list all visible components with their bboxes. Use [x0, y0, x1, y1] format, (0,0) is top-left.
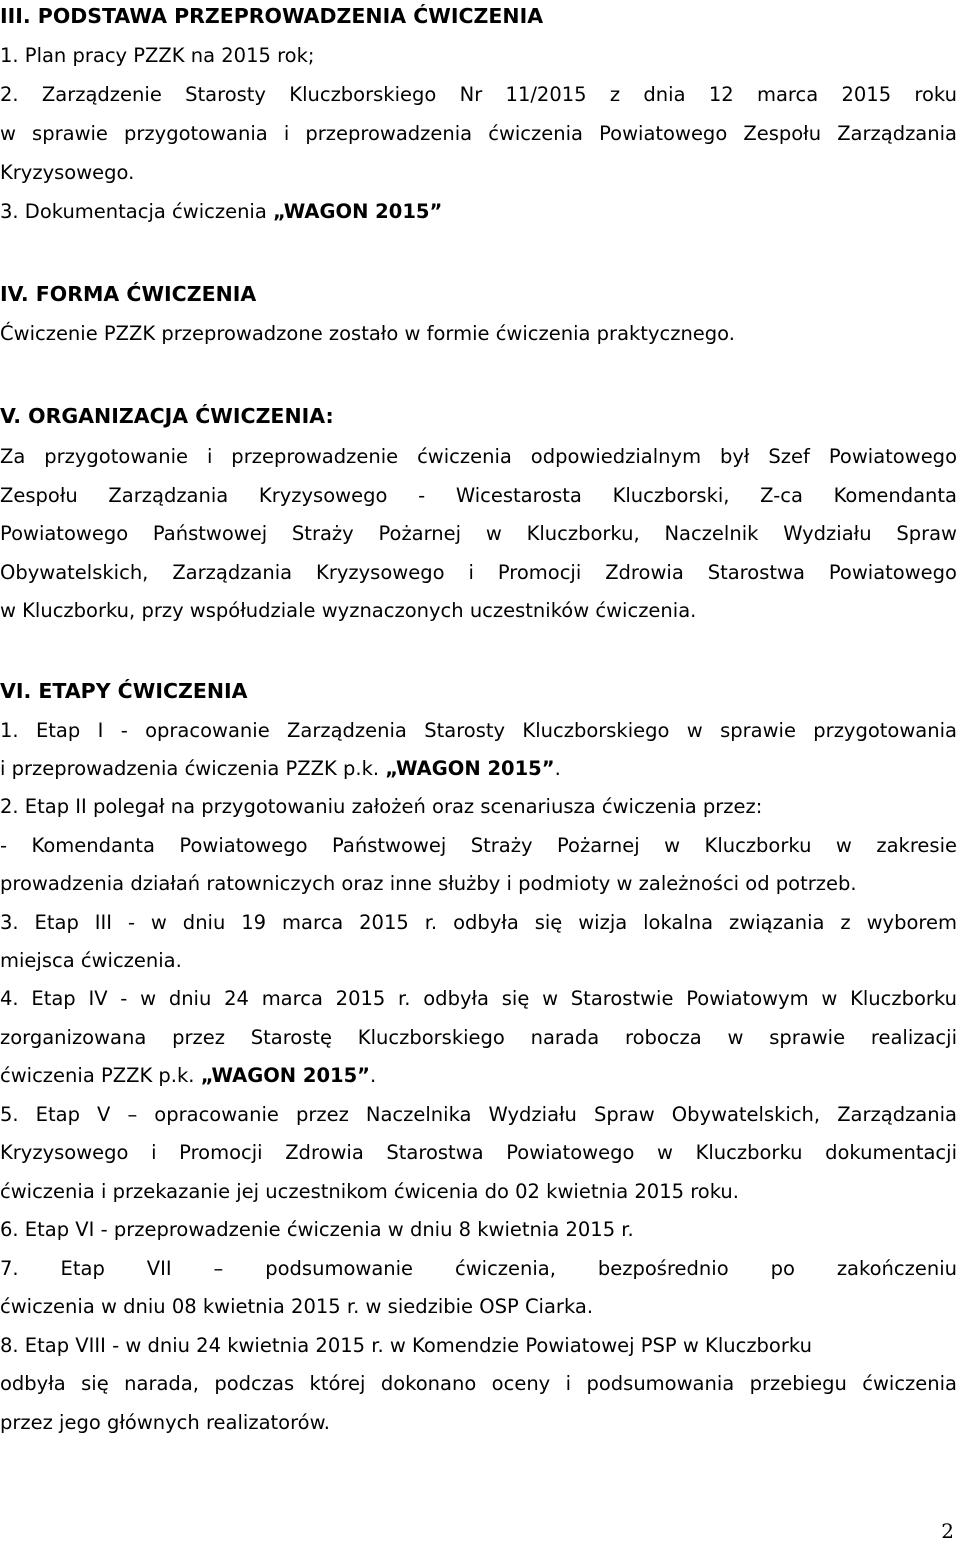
- stage-5-line1: 5. Etap V – opracowanie przez Naczelnika Wydziału Spraw Obywatelskich, Zarządzania: [0, 1103, 957, 1126]
- stage-7-line2: ćwiczenia w dniu 08 kwietnia 2015 r. w siedzibie OSP Ciarka.: [0, 1295, 594, 1318]
- stage-8-line2: odbyła się narada, podczas której dokonano oceny i podsumowania przebiegu ćwiczenia: [0, 1372, 957, 1395]
- stage-3-line2: miejsca ćwiczenia.: [0, 949, 182, 972]
- stage-1-line1: 1. Etap I - opracowanie Zarządzenia Starosty Kluczborskiego w sprawie przygotowania: [0, 719, 957, 742]
- list-item-zarzadzenie-line3: Kryzysowego.: [0, 161, 135, 184]
- stage-4-line1: 4. Etap IV - w dniu 24 marca 2015 r. odbyła się w Starostwie Powiatowym w Kluczborku: [0, 987, 957, 1010]
- stage-6-line1: 6. Etap VI - przeprowadzenie ćwiczenia w dniu 8 kwietnia 2015 r.: [0, 1218, 634, 1241]
- paragraph-organizacja-line1: Za przygotowanie i przeprowadzenie ćwiczenia odpowiedzialnym był Szef Powiatowego: [0, 445, 957, 468]
- list-item-zarzadzenie-line1: 2. Zarządzenie Starosty Kluczborskiego Nr 11/2015 z dnia 12 marca 2015 roku: [0, 83, 957, 106]
- stage-5-line2: Kryzysowego i Promocji Zdrowia Starostwa Powiatowego w Kluczborku dokumentacji: [0, 1141, 957, 1164]
- paragraph-organizacja-line5: w Kluczborku, przy współudziale wyznaczonych uczestników ćwiczenia.: [0, 599, 697, 622]
- section-heading-forma: IV. FORMA ĆWICZENIA: [0, 282, 257, 306]
- stage-4-line3: [0, 1064, 957, 1088]
- stage-3-line1: 3. Etap III - w dniu 19 marca 2015 r. odbyła się wizja lokalna związania z wyborem: [0, 911, 957, 934]
- stage-7-line1: 7. Etap VII – podsumowanie ćwiczenia, bezpośrednio po zakończeniu: [0, 1257, 957, 1280]
- list-item-dokumentacja-text: 3. Dokumentacja ćwiczenia: [0, 200, 273, 223]
- paragraph-organizacja-line3: Powiatowego Państwowej Straży Pożarnej w Kluczborku, Naczelnik Wydziału Spraw: [0, 522, 957, 545]
- stage-4-line3-suffix: .: [369, 1064, 377, 1087]
- exercise-name: „WAGON 2015”: [273, 200, 443, 223]
- stage-4-line3-text: ćwiczenia PZZK p.k.: [0, 1064, 201, 1087]
- stage-5-line3: ćwiczenia i przekazanie jej uczestnikom ćwicenia do 02 kwietnia 2015 roku.: [0, 1180, 739, 1203]
- stage-8-line1: 8. Etap VIII - w dniu 24 kwietnia 2015 r. w Komendzie Powiatowej PSP w Kluczborku: [0, 1334, 812, 1357]
- stage-1-line2: [0, 757, 957, 781]
- paragraph-organizacja-line4: Obywatelskich, Zarządzania Kryzysowego i Promocji Zdrowia Starostwa Powiatowego: [0, 561, 957, 584]
- stage-2-line3: prowadzenia działań ratowniczych oraz inne służby i podmioty w zależności od potrzeb.: [0, 872, 857, 895]
- list-item-dokumentacja: [0, 200, 957, 224]
- stage-1-line2-text: i przeprowadzenia ćwiczenia PZZK p.k.: [0, 757, 386, 780]
- list-item-zarzadzenie-line2: w sprawie przygotowania i przeprowadzenia ćwiczenia Powiatowego Zespołu Zarządzania: [0, 122, 957, 145]
- paragraph-organizacja-line2: Zespołu Zarządzania Kryzysowego - Wicestarosta Kluczborski, Z-ca Komendanta: [0, 484, 957, 507]
- list-item-plan-pracy: 1. Plan pracy PZZK na 2015 rok;: [0, 44, 315, 67]
- paragraph-forma: Ćwiczenie PZZK przeprowadzone zostało w formie ćwiczenia praktycznego.: [0, 322, 735, 345]
- page-number: 2: [941, 1519, 954, 1543]
- section-heading-etapy: VI. ETAPY ĆWICZENIA: [0, 679, 248, 703]
- exercise-name: „WAGON 2015”: [200, 1064, 370, 1087]
- section-heading-podstawa: III. PODSTAWA PRZEPROWADZENIA ĆWICZENIA: [0, 4, 544, 28]
- section-heading-organizacja: V. ORGANIZACJA ĆWICZENIA:: [0, 404, 334, 428]
- stage-2-line1: 2. Etap II polegał na przygotowaniu założeń oraz scenariusza ćwiczenia przez:: [0, 795, 763, 818]
- stage-2-line2: - Komendanta Powiatowego Państwowej Straży Pożarnej w Kluczborku w zakresie: [0, 834, 957, 857]
- stage-8-line3: przez jego głównych realizatorów.: [0, 1411, 330, 1434]
- stage-1-line2-suffix: .: [554, 757, 561, 780]
- exercise-name: „WAGON 2015”: [385, 757, 555, 780]
- stage-4-line2: zorganizowana przez Starostę Kluczborskiego narada robocza w sprawie realizacji: [0, 1026, 957, 1049]
